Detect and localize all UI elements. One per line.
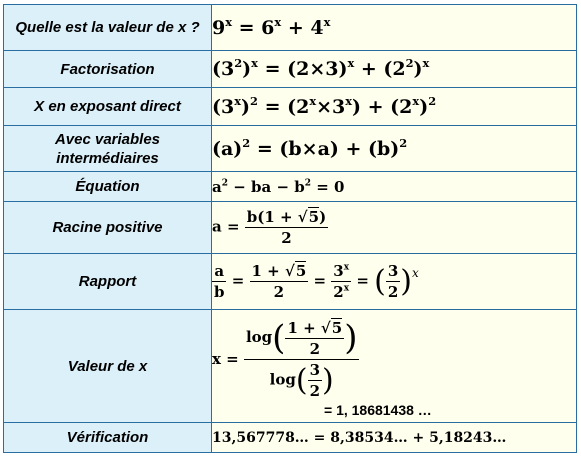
equation-ratio: $\frac{a}{b}$ = $\frac{1 + √5}{2}$ = $\frac{3^x}{2^x}$ = ( $\frac{3}{2}$ )$^x$ xyxy=(212,254,577,310)
row-label: Factorisation xyxy=(4,51,212,88)
row-label: Vérification xyxy=(4,423,212,453)
equation-exponent: $(3^x)^2 = (2^x\times 3^x) + (2^x)^2$ xyxy=(212,88,577,126)
table-row xyxy=(4,310,577,423)
table-row xyxy=(4,254,577,310)
equation-quadratic: $a^2$ − ba − $b^2 = 0$ xyxy=(212,172,577,202)
equation-variables: $(a)^2 = (b\times a) + (b)^2$ xyxy=(212,126,577,172)
table-row xyxy=(4,126,577,172)
row-label: Équation xyxy=(4,172,212,202)
verification-value: 13,567778… = 8,38534… + 5,18243… xyxy=(212,423,577,453)
x-value-result: = 1, 18681438 … xyxy=(324,402,432,418)
row-label: Quelle est la valeur de x ? xyxy=(4,5,212,51)
equation-x-value: x = log( $\frac{1 + √5}{2}$ ) log( $\frac{3}{2}$ ) = 1, 18681438 … xyxy=(212,310,577,423)
table-row xyxy=(4,5,577,51)
equation-factorisation: $(3^2)^x = (2\times 3)^x + (2^2)^x$ xyxy=(212,51,577,88)
table-row xyxy=(4,172,577,202)
equation-root: a = $\frac{b(1 + √5)}{2}$ xyxy=(212,202,577,254)
table-row xyxy=(4,51,577,88)
row-label: Racine positive xyxy=(4,202,212,254)
row-label: Avec variables intermédiaires xyxy=(4,126,212,172)
equation-question: $9^x = 6^x + 4^x$ xyxy=(212,5,577,51)
table-row xyxy=(4,88,577,126)
math-table xyxy=(3,4,577,453)
table-row xyxy=(4,202,577,254)
row-label: X en exposant direct xyxy=(4,88,212,126)
row-label: Rapport xyxy=(4,254,212,310)
table-row xyxy=(4,423,577,453)
row-label: Valeur de x xyxy=(4,310,212,423)
